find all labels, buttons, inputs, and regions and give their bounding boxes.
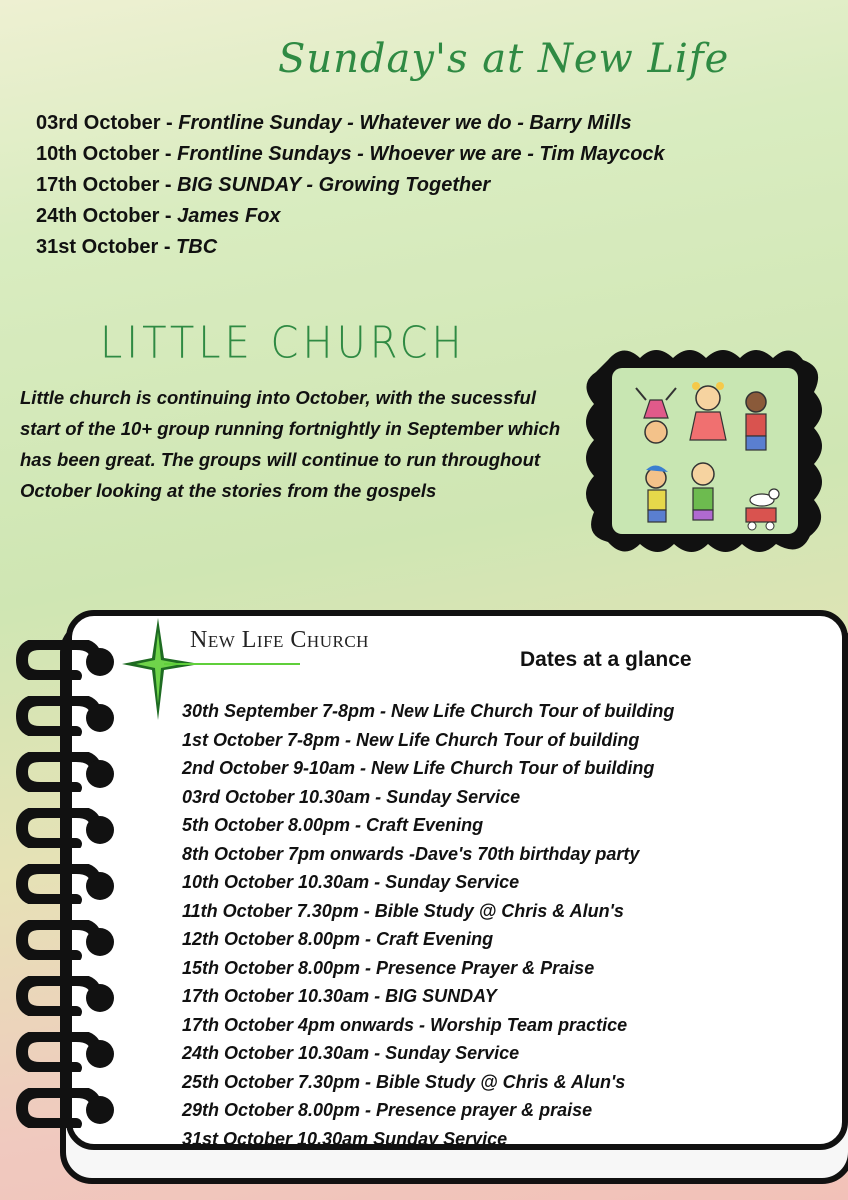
list-item xyxy=(36,139,665,170)
list-item: 1st October 7-8pm - New Life Church Tour of building xyxy=(182,729,640,750)
kids-illustration xyxy=(578,340,830,560)
child-figure xyxy=(692,463,714,520)
little-church-title: LITTLE CHURCH xyxy=(100,317,466,369)
list-item: 17th October 4pm onwards - Worship Team practice xyxy=(182,1014,628,1035)
spiral-ring xyxy=(16,920,120,960)
spiral-ring xyxy=(16,640,120,680)
sunday-event: Frontline Sunday - Whatever we do - Barry Mills xyxy=(178,112,632,134)
spiral-ring xyxy=(16,864,120,904)
sunday-list xyxy=(36,108,665,263)
dates-heading: Dates at a glance xyxy=(520,648,692,671)
sunday-event: Frontline Sundays - Whoever we are - Tim Maycock xyxy=(177,143,665,165)
spiral-ring xyxy=(16,752,120,792)
child-figure xyxy=(646,465,668,522)
list-item xyxy=(36,232,665,263)
dates-list xyxy=(182,697,674,1153)
list-item: 12th October 8.00pm - Craft Evening xyxy=(182,929,494,949)
list-item: 17th October 10.30am - BIG SUNDAY xyxy=(182,986,497,1006)
list-item: 5th October 8.00pm - Craft Evening xyxy=(182,815,484,835)
spiral-ring xyxy=(16,808,120,848)
spiral-ring xyxy=(16,1032,120,1072)
spiral-ring xyxy=(16,976,120,1016)
sundays-title: Sunday's at New Life xyxy=(278,36,730,82)
sunday-event: TBC xyxy=(176,236,218,258)
little-church-text: Little church is continuing into October, with the sucessful start of the 10+ group running fortnightly in September which has been great. The groups will continue to run throughout October looking at the stories from the gospels xyxy=(20,387,561,501)
list-item: 8th October 7pm onwards -Dave's 70th birthday party xyxy=(182,843,640,864)
sunday-date: 17th October - xyxy=(36,174,178,196)
logo-text: New Life Church xyxy=(190,627,369,653)
list-item xyxy=(36,170,665,201)
list-item: 2nd October 9-10am - New Life Church Tour of building xyxy=(182,758,655,778)
list-item: 03rd October 10.30am - Sunday Service xyxy=(182,786,521,807)
list-item xyxy=(36,201,665,232)
sunday-event: James Fox xyxy=(177,205,281,227)
list-item: 15th October 8.00pm - Presence Prayer & Praise xyxy=(182,957,595,978)
sunday-event: BIG SUNDAY - Growing Together xyxy=(177,174,491,196)
spiral-ring xyxy=(16,696,120,736)
sunday-date: 03rd October - xyxy=(36,112,179,134)
list-item: 29th October 8.00pm - Presence prayer & praise xyxy=(182,1100,593,1120)
list-item xyxy=(36,108,665,139)
spiral-ring xyxy=(16,1088,120,1128)
list-item: 24th October 10.30am - Sunday Service xyxy=(182,1043,520,1063)
list-item: 10th October 10.30am - Sunday Service xyxy=(182,872,520,892)
list-item: 11th October 7.30pm - Bible Study @ Chris & Alun's xyxy=(182,900,624,921)
list-item: 25th October 7.30pm - Bible Study @ Chris & Alun's xyxy=(182,1071,626,1092)
child-figure xyxy=(746,392,766,450)
list-item: 31st October 10.30am Sunday Service xyxy=(182,1128,508,1149)
sunday-date: 24th October - xyxy=(36,205,178,227)
list-item: 30th September 7-8pm - New Life Church Tour of building xyxy=(182,701,675,721)
sunday-date: 10th October - xyxy=(36,143,178,165)
sunday-date: 31st October - xyxy=(36,236,177,258)
